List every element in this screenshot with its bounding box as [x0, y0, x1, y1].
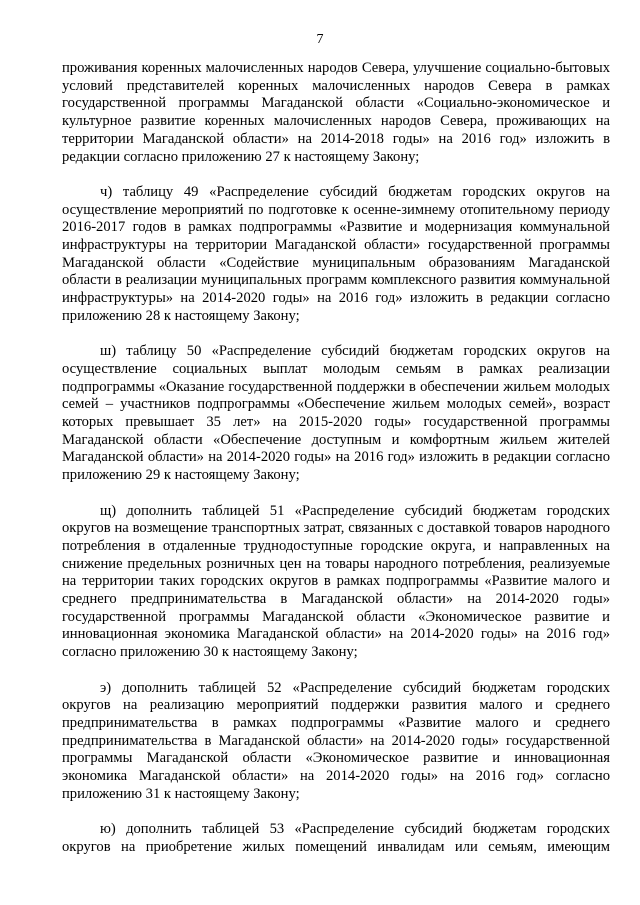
- paragraph-continuation: проживания коренных малочисленных народов Севера, улучшение социально-бытовых условий представителей коренных малочисленных народов Севера в рамках государственной программы Магаданской области «Социально-экономическое и культурное развитие коренных малочисленных народов Севера, проживающих на территории Магаданской области» на 2014-2018 годы» на 2016 год» изложить в редакции согласно приложению 27 к настоящему Закону;: [62, 60, 610, 165]
- paragraph-gap: [62, 803, 610, 821]
- paragraph-gap: [62, 662, 610, 680]
- paragraph-gap: [62, 166, 610, 184]
- paragraph-gap: [62, 326, 610, 344]
- paragraph-gap: [62, 485, 610, 503]
- paragraph-item-ch: ч) таблицу 49 «Распределение субсидий бюджетам городских округов на осуществление мероприятий по подготовке к осенне-зимнему отопительному периоду 2016-2017 годов в рамках подпрограммы «Развитие и модернизация коммунальной инфраструктуры на территории Магаданской области» государственной программы Магаданской области «Содействие муниципальным образованиям Магаданской области в реализации муниципальных программ комплексного развития коммунальной инфраструктуры» на 2014-2020 годы» на 2016 год» изложить в редакции согласно приложению 28 к настоящему Закону;: [62, 183, 610, 324]
- document-body: [62, 60, 610, 857]
- paragraph-item-shch: щ) дополнить таблицей 51 «Распределение субсидий бюджетам городских округов на возмещение транспортных затрат, связанных с доставкой товаров народного потребления в отдаленные труднодоступные городские округа, и направленных на снижение предельных розничных цен на товары народного потребления, реализуемые на территории таких городских округов в рамках подпрограммы «Развитие малого и среднего предпринимательства в Магаданской области» на 2014-2020 годы» государственной программы Магаданской области «Экономическое развитие и инновационная экономика Магаданской области» на 2014-2020 годы» на 2016 год» согласно приложению 30 к настоящему Закону;: [62, 502, 610, 661]
- paragraph-item-yu: ю) дополнить таблицей 53 «Распределение субсидий бюджетам городских округов на приобретение жилых помещений инвалидам или семьям, имеющим: [62, 821, 610, 855]
- page-number: 7: [316, 32, 324, 47]
- paragraph-item-e: э) дополнить таблицей 52 «Распределение субсидий бюджетам городских округов на реализацию мероприятий поддержки развития малого и среднего предпринимательства в рамках подпрограммы «Развитие малого и среднего предпринимательства в Магаданской области» на 2014-2020 годы» государственной программы Магаданской области «Экономическое развитие и инновационная экономика Магаданской области» на 2014-2020 годы» на 2016 год» согласно приложению 31 к настоящему Закону;: [62, 679, 610, 802]
- paragraph-item-sh: ш) таблицу 50 «Распределение субсидий бюджетам городских округов на осуществление социальных выплат молодым семьям в рамках реализации подпрограммы «Оказание государственной поддержки в обеспечении жильем молодых семей – участников подпрограммы «Обеспечение жильем молодых семей», возраст которых превышает 35 лет» на 2015-2020 годы» государственной программы Магаданской области «Обеспечение доступным и комфортным жильем жителей Магаданской области» на 2014-2020 годы» на 2016 год» изложить в редакции согласно приложению 29 к настоящему Закону;: [62, 343, 610, 484]
